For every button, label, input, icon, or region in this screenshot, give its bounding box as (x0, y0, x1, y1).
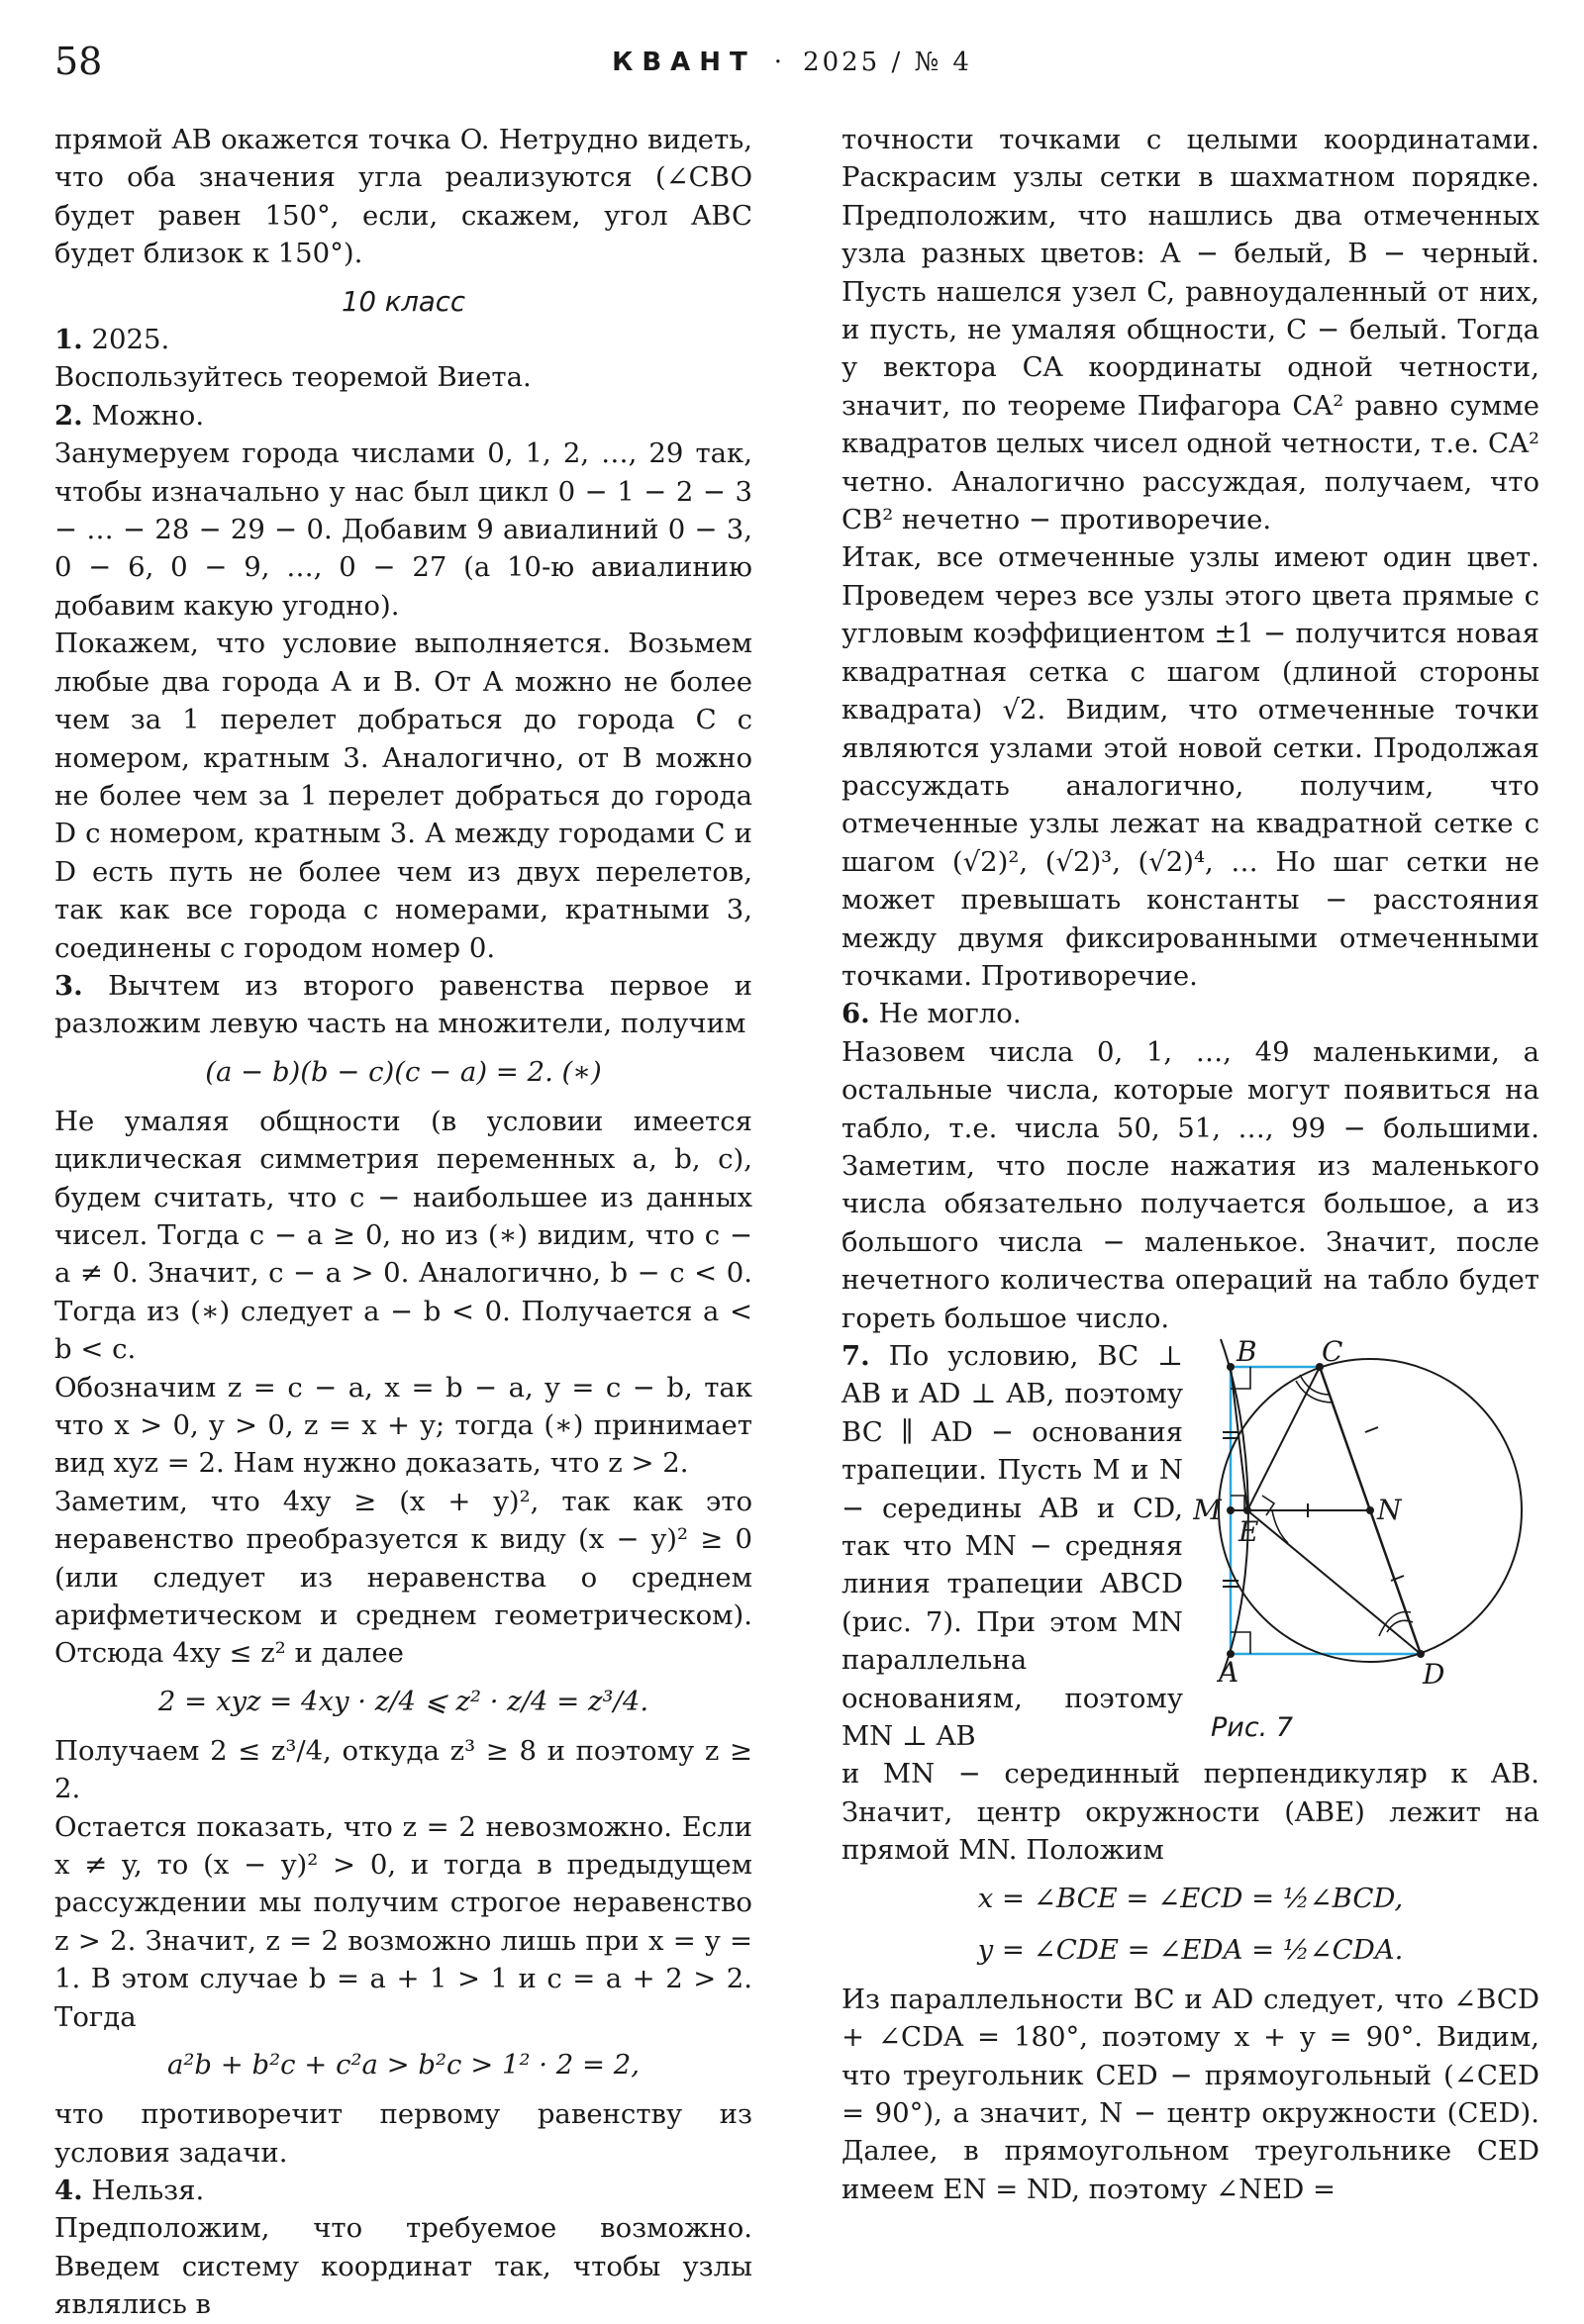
paragraph-text: Вычтем из второго равенства первое и разложим левую часть на множители, получим (54, 969, 752, 1040)
header-separator: · (773, 48, 786, 77)
figure-7 (1193, 1337, 1539, 1753)
paragraph: Воспользуйтесь теоремой Виета. (54, 361, 532, 394)
left-column (54, 121, 752, 2324)
point-b (1227, 1363, 1235, 1371)
grade-heading: 10 класс (341, 285, 465, 318)
paragraph: Получаем 2 ≤ z³/4, откуда z³ ≥ 8 и поэтому z ≥ 2. (54, 1734, 752, 1805)
label-b: B (1237, 1337, 1257, 1368)
tick-cn (1365, 1427, 1378, 1432)
formula: (a − b)(b − c)(c − a) = 2. (∗) (205, 1055, 602, 1088)
page-header (54, 40, 1530, 99)
formula: a²b + b²c + c²a > b²c > 1² · 2 = 2, (166, 2049, 640, 2082)
label-m: M (1193, 1494, 1222, 1526)
formula: y = ∠CDE = ∠EDA = ½∠CDA. (977, 1933, 1404, 1966)
answer-value: Не могло. (878, 998, 1022, 1030)
segment-ec (1247, 1367, 1320, 1510)
right-column (842, 121, 1539, 2208)
answer-value: Нельзя. (91, 2174, 205, 2206)
answer-value: Можно. (91, 399, 205, 432)
figure-caption: Рис. 7 (1211, 1712, 1294, 1743)
problem-number: 1. (54, 324, 83, 356)
paragraph: Остается показать, что z = 2 невозможно. Если x ≠ y, то (x − y)² > 0, и тогда в предыдущем рассуждении мы получим строгое неравенство z > 2. Значит, z = 2 возможно лишь при x = y = 1. В этом случае b = a + 1 > 1 и c = a + 2 > 2. Тогда (54, 1810, 752, 2033)
label-n: N (1377, 1494, 1402, 1526)
label-a: A (1219, 1656, 1239, 1689)
paragraph: что противоречит первому равенству из условия задачи. (54, 2098, 752, 2169)
paragraph: и MN − серединный перпендикуляр к AB. Значит, центр окружности (ABE) лежит на прямой MN. Положим (842, 1758, 1539, 1867)
answer-value: 2025. (91, 324, 170, 356)
answer-6 (842, 995, 1539, 1032)
problem-number: 4. (54, 2174, 83, 2206)
point-m (1227, 1506, 1235, 1514)
paragraph: точности точками с целыми координатами. Раскрасим узлы сетки в шахматном порядке. Предположим, что нашлись два отмеченных узла разных цветов: A − белый, B − черный. Пусть нашелся узел C, равноудаленный от них, и пусть, не умаляя общности, C − белый. Тогда у вектора CA координаты одной четности, значит, по теореме Пифагора CA² равно сумме квадратов целых чисел одной четности, т.е. CA² четно. Аналогично рассуждая, получаем, что CB² нечетно − противоречие. (842, 124, 1539, 536)
answer-1 (54, 321, 752, 358)
paragraph: Занумеруем города числами 0, 1, 2, …, 29 так, чтобы изначально у нас был цикл 0 − 1 − 2 − 3 − … − 28 − 29 − 0. Добавим 9 авиалиний 0 − 3, 0 − 6, 0 − 9, …, 0 − 27 (а 10-ю авиалинию добавим какую угодно). (54, 437, 752, 622)
label-d: D (1423, 1658, 1445, 1691)
geometry-diagram (1193, 1337, 1539, 1753)
paragraph: Заметим, что 4xy ≥ (x + y)², так как это неравенство преобразуется к виду (x − y)² ≥ 0 (или следует из неравенства о среднем арифметическом и среднем геометрическом). Отсюда 4xy ≤ z² и далее (54, 1485, 752, 1670)
answer-4 (54, 2172, 752, 2209)
paragraph: Не умаляя общности (в условии имеется циклическая симметрия переменных a, b, c), будем считать, что c − наибольшее из данных чисел. Тогда c − a ≥ 0, но из (∗) видим, что c − a ≠ 0. Значит, c − a > 0. Аналогично, b − c < 0. Тогда из (∗) следует a − b < 0. Получается a < b < c. (54, 1105, 752, 1366)
point-e (1243, 1506, 1251, 1514)
paragraph: Итак, все отмеченные узлы имеют один цвет. Проведем через все узлы этого цвета прямые с угловым коэффициентом ±1 − получится новая квадратная сетка с шагом (длиной стороны квадрата) √2. Видим, что отмеченные точки являются узлами этой новой сетки. Продолжая рассуждать аналогично, получим, что отмеченные узлы лежат на квадратной сетке с шагом (√2)², (√2)³, (√2)⁴, … Но шаг сетки не может превышать константы − расстояния между двумя фиксированными отмеченными точками. Противоречие. (842, 541, 1539, 992)
problem-7-block (842, 1337, 1539, 1755)
page-number: 58 (54, 40, 103, 83)
paragraph: прямой AB окажется точка O. Нетрудно видеть, что оба значения угла реализуются (∠CBO будет равен 150°, если, скажем, угол ABC будет близок к 150°). (54, 124, 752, 270)
label-e: E (1238, 1515, 1259, 1548)
paragraph: Покажем, что условие выполняется. Возьмем любые два города A и B. От A можно не более чем за 1 перелет добраться до города C с номером, кратным 3. Аналогично, от B можно не более чем за 1 перелет добраться до города D с номером, кратным 3. А между городами C и D есть путь не более чем из двух перелетов, так как все города с номерами, кратными 3, соединены с городом номер 0. (54, 628, 752, 964)
point-n (1366, 1506, 1374, 1514)
journal-name: КВАНТ (612, 48, 756, 77)
formula: 2 = xyz = 4xy · z/4 ⩽ z² · z/4 = z³/4. (157, 1685, 649, 1717)
paragraph-text: По условию, BC ⊥ AB и AD ⊥ AB, поэтому BC ∥ AD − основания трапеции. Пусть M и N − середины AB и CD, так что MN − средняя линия трапеции ABCD (рис. 7). При этом MN параллельна основаниям, поэтому MN ⊥ AB (842, 1340, 1183, 1753)
paragraph: Обозначим z = c − a, x = b − a, y = c − b, так что x > 0, y > 0, z = x + y; тогда (∗) принимает вид xyz = 2. Нам нужно доказать, что z > 2. (54, 1371, 752, 1480)
problem-number: 3. (54, 969, 83, 1002)
answer-3 (54, 967, 752, 1043)
problem-number: 6. (842, 998, 870, 1030)
paragraph: Предположим, что требуемое возможно. Введем систему координат так, чтобы узлы являлись в (54, 2212, 752, 2321)
paragraph: Из параллельности BC и AD следует, что ∠BCD + ∠CDA = 180°, поэтому x + y = 90°. Видим, что треугольник CED − прямоугольный (∠CED = 90°), а значит, N − центр окружности (CED). Далее, в прямоугольном треугольнике CED имеем EN = ND, поэтому ∠NED = (842, 1983, 1539, 2205)
problem-number: 2. (54, 399, 83, 432)
journal-title (54, 48, 1530, 77)
issue-number: 2025 / № 4 (803, 48, 972, 77)
answer-2 (54, 397, 752, 435)
formula: x = ∠BCE = ∠ECD = ½∠BCD, (977, 1882, 1404, 1914)
problem-number: 7. (842, 1340, 870, 1372)
paragraph: Назовем числа 0, 1, …, 49 маленькими, а остальные числа, которые могут появиться на табло, т.е. числа 50, 51, …, 99 − большими. Заметим, что после нажатия из маленького числа обязательно получается большое, а из большого числа − маленькое. Значит, после нечетного количества операций на табло будет гореть большое число. (842, 1035, 1539, 1334)
label-c: C (1322, 1337, 1343, 1368)
point-d (1417, 1650, 1425, 1658)
problem-7-intro (842, 1337, 1183, 1755)
